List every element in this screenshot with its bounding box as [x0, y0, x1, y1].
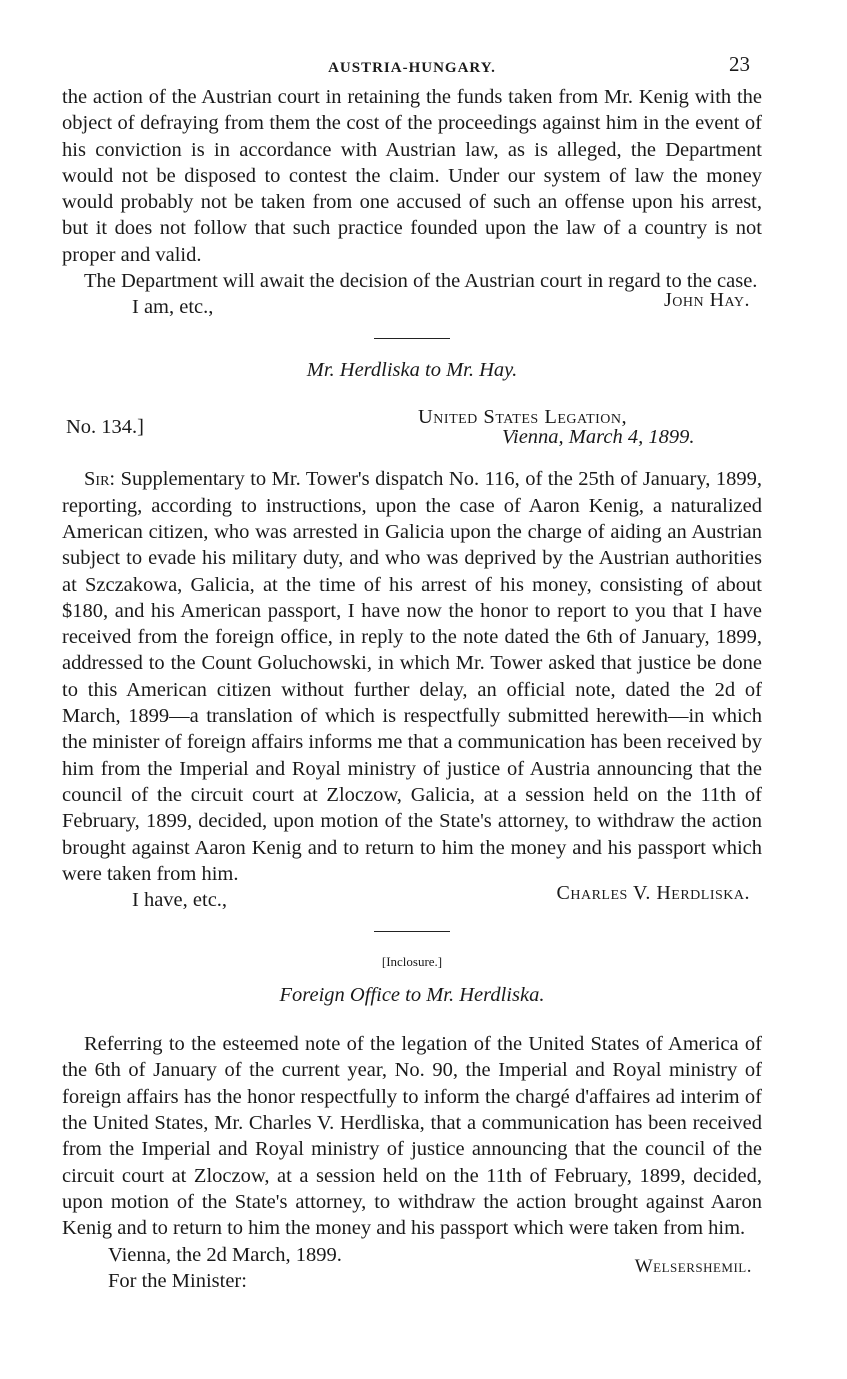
inclosure-sign-block	[62, 1242, 762, 1298]
herdliska-body-paragraph	[62, 466, 762, 887]
section-divider-1	[374, 338, 450, 339]
page-number: 23	[729, 52, 750, 76]
herdliska-letter-heading: Mr. Herdliska to Mr. Hay.	[306, 359, 518, 382]
hay-signature: John Hay.	[664, 289, 750, 312]
legation-name: United States Legation,	[418, 406, 628, 429]
inclosure-paragraph: Referring to the esteemed note of the legation of the United States of America of the 6th of January of the current year, No. 90, the Imperial and Royal ministry of foreign affairs has the honor respectfully to inform the chargé d'affaires ad interim of the United States, Mr. Charles V. Herdliska, that a communication has been received from the Imperial and Royal ministry of justice announcing that the council of the circuit court at Zloczow, at a session held on the 11th of February, 1899, decided, upon motion of the State's attorney, to withdraw the action brought against Aaron Kenig and to return to him the money and his passport which were taken from him.	[62, 1033, 762, 1240]
inclosure-date-line: Vienna, the 2d March, 1899.	[108, 1243, 342, 1266]
salutation: Sir:	[84, 468, 116, 491]
inclosure-for-line: For the Minister:	[108, 1269, 247, 1292]
herdliska-signature: Charles V. Herdliska.	[556, 882, 750, 905]
running-title: AUSTRIA-HUNGARY.	[328, 60, 496, 76]
hay-letter-closing-row	[62, 289, 762, 321]
dispatch-number: No. 134.]	[66, 416, 145, 439]
place-date: Vienna, March 4, 1899.	[502, 426, 695, 449]
inclosure-label: [Inclosure.]	[381, 954, 443, 970]
herdliska-body-text: Supplementary to Mr. Tower's dispatch No. 116, of the 25th of January, 1899, reporting, according to instructions, upon the case of Aaron Kenig, a naturalized American citizen, who was arrested in Galicia upon the charge of aiding an Austrian subject to evade his military duty, and who was deprived by the Austrian authorities at Szczakowa, Galicia, at the time of his arrest of his money, consisting of about $180, and his American passport, I have now the honor to report to you that I have received from the foreign office, in reply to the note dated the 6th of January, 1899, addressed to the Count Goluchowski, in which Mr. Tower asked that justice be done to this American citizen without further delay, an official note, dated the 2d of March, 1899—a translation of which is respectfully submitted herewith—in which the minister of foreign affairs informs me that a communication has been received by him from the Imperial and Royal ministry of justice of Austria announcing that the council of the circuit court at Zloczow, Galicia, at a session held on the 11th of February, 1899, decided, upon motion of the State's attorney, to withdraw the action brought against Aaron Kenig and to return to him the money and his passport which were taken from him.	[62, 468, 762, 885]
inclosure-heading: Foreign Office to Mr. Herdliska.	[279, 984, 545, 1007]
herdliska-closing: I have, etc.,	[132, 889, 228, 912]
hay-letter-paragraph-2: The Department will await the decision of the Austrian court in regard to the case.	[84, 270, 758, 293]
hay-letter-continuation	[62, 84, 762, 321]
section-divider-2	[374, 931, 450, 932]
herdliska-dateline	[62, 406, 762, 460]
page-content	[62, 52, 762, 1298]
herdliska-closing-row	[62, 882, 762, 914]
hay-letter-paragraph-1: the action of the Austrian court in retaining the funds taken from Mr. Kenig with the object of defraying from them the cost of the proceedings against him in the event of his conviction is in accordance with Austrian law, as is alleged, the Department would not be disposed to contest the claim. Under our system of law the money would probably not be taken from one accused of such an offense upon his arrest, but it does not follow that such practice founded upon the law of a country is not proper and valid.	[62, 86, 762, 266]
running-head	[62, 52, 762, 82]
welsershemil-signature: Welsershemil.	[634, 1255, 752, 1277]
herdliska-letter-body	[62, 466, 762, 914]
inclosure-body	[62, 1031, 762, 1297]
hay-letter-closing: I am, etc.,	[132, 296, 214, 319]
